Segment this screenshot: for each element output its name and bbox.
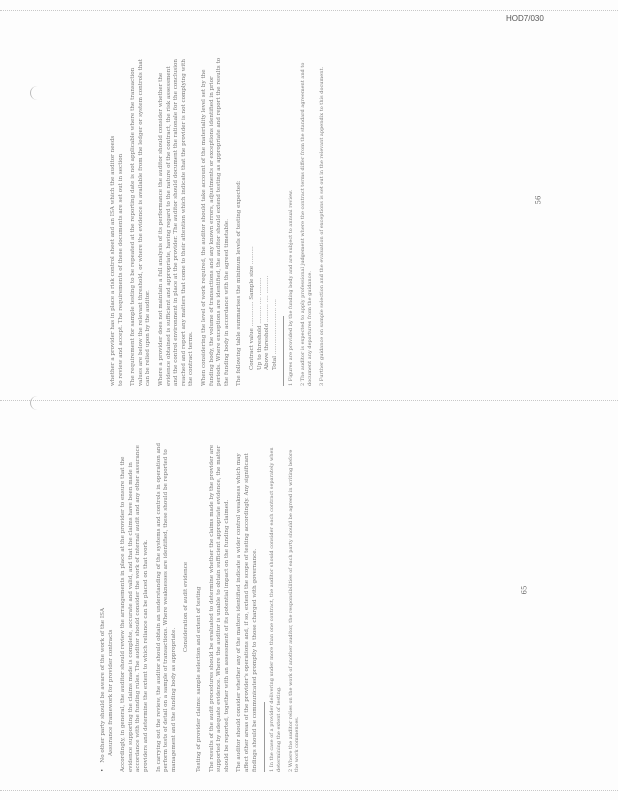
section-heading: Consideration of audit evidence: [183, 561, 190, 653]
top-dotted-edge: [0, 10, 618, 11]
paragraph: The auditor should consider whether any of the matters identified indicate a wider control weakness which may affect other areas of the provider's operations and, if so, extend the scope of testing accordingly. Any significant findings should be communicated promptly to those charged with governance.: [236, 453, 258, 772]
paragraph: The requirement for sample testing to be repeated at the reporting date is not applicable where the transaction values are below the relevant threshold, or where the evidence is available from the ledger or system controls that can be relied upon by the auditor.: [130, 59, 152, 386]
punch-hole-mark: [30, 86, 45, 100]
bottom-dotted-edge: [0, 790, 618, 791]
section-subheading: Testing of provider claims: sample selection and extent of testing: [195, 586, 202, 772]
page-number: 56: [534, 195, 543, 205]
subheading: Assurance framework for provider contracts: [107, 629, 114, 756]
punch-hole-mark: [30, 396, 45, 410]
page-number: 65: [520, 585, 529, 595]
table-row: Up to threshold .......... .... ..........: [256, 277, 263, 370]
lower-page-text: [100, 442, 306, 772]
footnote: 1 Figures are provided by the funding body and are subject to annual review.: [288, 189, 295, 386]
footnote: 3 Further guidance on sample selection and the evaluation of exceptions is set out in the relevant appendix to this document.: [318, 66, 325, 386]
document-code: HOD7/030: [506, 14, 544, 23]
footnote: 2 Where the auditor relies on the work of another auditor, the responsibilities of each party should be agreed in writing before the work commences.: [287, 449, 301, 772]
paragraph: In carrying out the review, the auditor should obtain an understanding of the systems and controls in operation and perform tests of detail on a sample of transactions. Where weaknesses are identified, these should be reported to management and the funding body as appropriate.: [155, 442, 177, 772]
bullet-item: • No other party should be aware of the work of the ISA: [100, 442, 108, 772]
paragraph: The results of the audit procedures should be evaluated to determine whether the claims made by the provider are supported by adequate evidence. Where the auditor is unable to obtain sufficient appropriate evidence, the matter should be reported, together with an assessment of its potential impact on the funding claimed.: [208, 444, 230, 772]
paragraph: Where a provider does not maintain a full analysis of its performance the auditor should consider whether the evidence obtained is sufficient and appropriate, having regard to the nature of the contract, the risk assessment and the control environment in place at the provider. The auditor should document the rationale for the conclusion reached and report any matters that come to their attention which indicate that the provider is not complying with the contract terms.: [157, 59, 195, 386]
paragraph: When considering the level of work required, the auditor should take account of the materiality level set by the funding body, the volume of transactions and any known errors, adjustments or exceptions identified in prior periods. Where exceptions are identified, the auditor should extend testing as appropriate and report the results to the funding body in accordance with the agreed timetable.: [200, 57, 230, 386]
table-row: Above threshold .......... .... ..........: [264, 275, 271, 370]
footnote-rule: [264, 702, 265, 772]
table-row: Contract value .............. Sample size ..........: [248, 246, 255, 370]
table-row: Total .......................... ....: [271, 299, 278, 370]
footnote: 2 The auditor is expected to apply professional judgement where the contract terms differ from the standard agreement and to document any departures from the guidance.: [300, 62, 313, 386]
intro-line: whether a provider has in place a risk control sheet and an ISA which the auditor needs: [110, 135, 116, 386]
footnote-rule: [283, 316, 284, 386]
paragraph: Accordingly, in general, the auditor should review the arrangements in place at the provider to ensure that the evidence supporting the claims made is complete, accurate and valid, and that the claims have been made in accordance with the funding rules. The auditor should consider the work of internal audit and any other assurance providers and determine the extent to which reliance can be placed on that work.: [120, 445, 149, 772]
intro-line: to review and accept. The requirements of these documents are set out in section: [117, 153, 124, 386]
fold-dotted-line: [0, 400, 618, 401]
table-intro: The following table summarises the minimum levels of testing expected:: [236, 180, 243, 386]
footnote: 1 In the case of a provider delivering under more than one contract, the auditor should consider each contract separately when determining the extent of testing.: [269, 447, 282, 772]
upper-page-text: [110, 56, 330, 386]
